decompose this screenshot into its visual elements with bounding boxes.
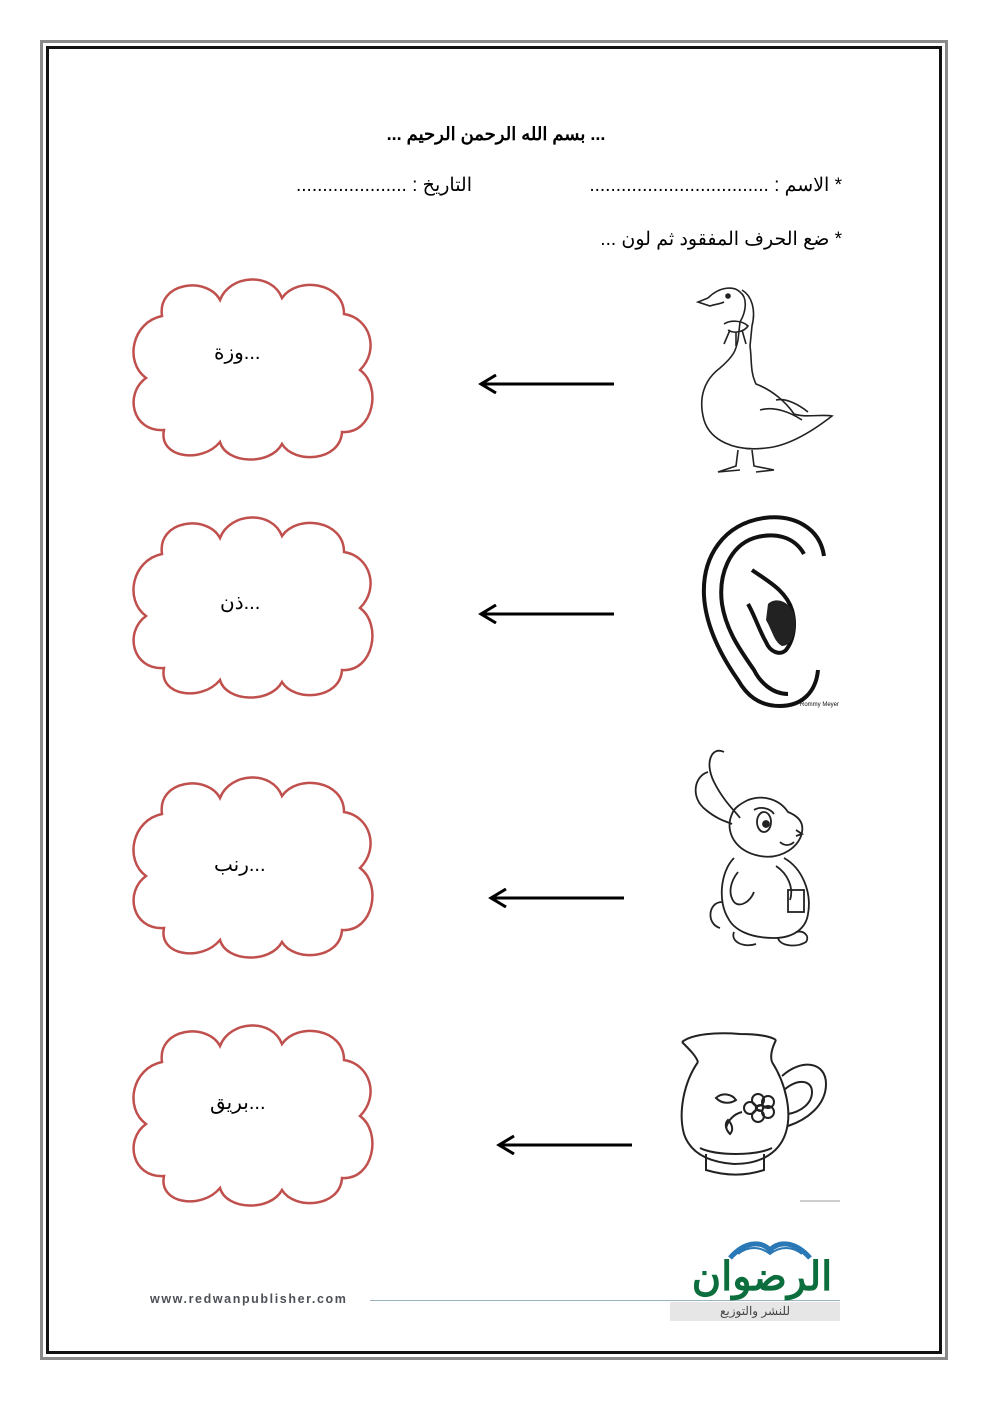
arrow-left-icon <box>476 604 616 624</box>
jug-icon <box>676 1028 836 1178</box>
instruction-text: * ضع الحرف المفقود ثم لون ... <box>600 229 842 250</box>
cloud-shape <box>122 274 384 464</box>
logo-name-text: الرضوان <box>691 1255 833 1299</box>
missing-letter-word: ...ذن <box>220 592 261 614</box>
arrow-left-icon <box>476 374 616 394</box>
publisher-logo <box>668 1232 846 1324</box>
tiny-caption-line <box>800 1200 840 1202</box>
rabbit-icon <box>684 742 844 952</box>
missing-letter-word: ...رنب <box>214 854 266 876</box>
arrow-left-icon <box>486 888 626 908</box>
missing-letter-word: ...بريق <box>210 1092 266 1114</box>
publisher-website-link[interactable]: www.redwanpublisher.com <box>150 1292 348 1306</box>
basmala-heading: ... بسم الله الرحمن الرحيم ... <box>386 124 606 144</box>
name-field-label: * الاسم : .................................. <box>589 175 842 196</box>
goose-icon <box>690 280 840 480</box>
missing-letter-word: ...وزة <box>214 342 261 364</box>
ear-icon <box>694 510 844 710</box>
logo-tagline-text: للنشر والتوزيع <box>670 1302 840 1321</box>
arrow-left-icon <box>494 1135 634 1155</box>
ear-credit-text: Rommy Meyer <box>800 702 840 708</box>
date-field-label: التاريخ : ..................... <box>295 175 472 196</box>
cloud-shape <box>122 1020 384 1210</box>
